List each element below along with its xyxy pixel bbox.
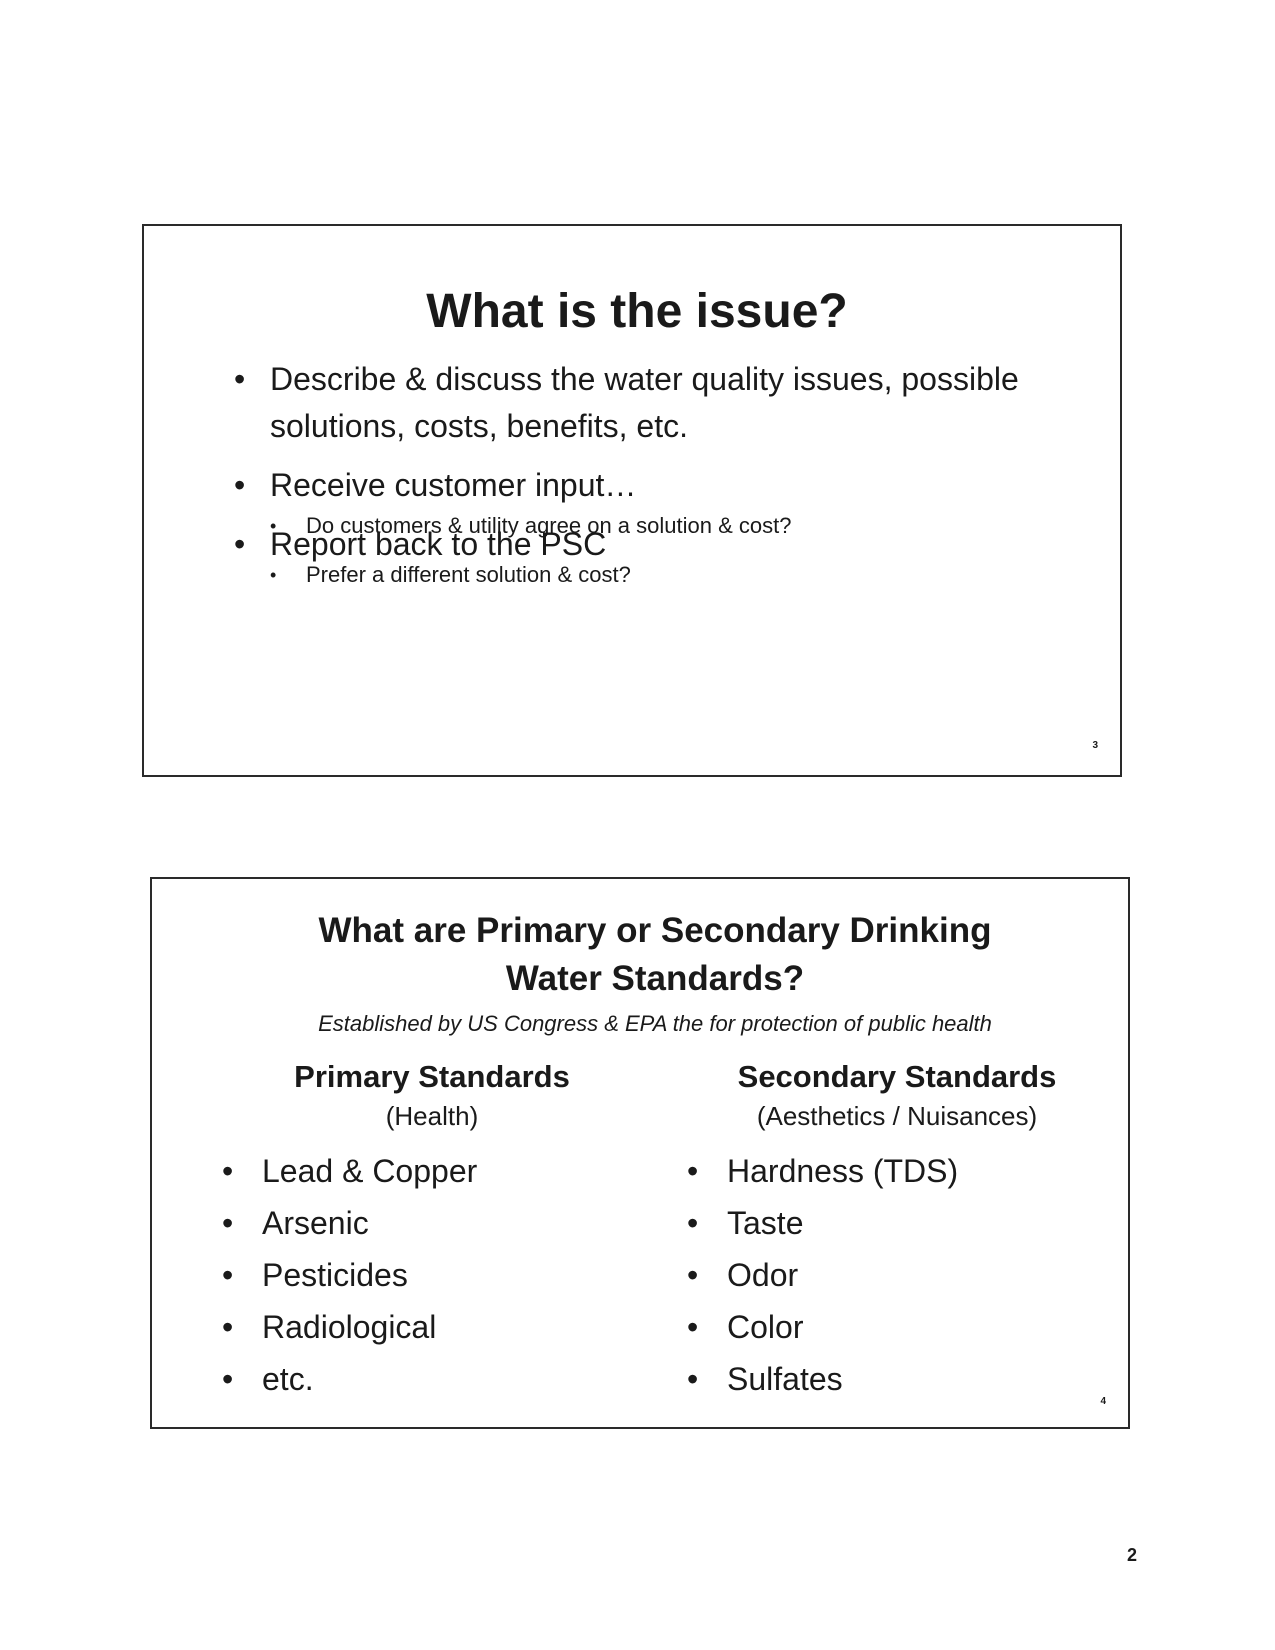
list-item: • Odor (687, 1249, 1107, 1301)
slide-title: What are Primary or Secondary Drinking Water Standards? (318, 911, 992, 998)
column-heading: Primary Standards (294, 1059, 570, 1094)
secondary-standards-column (687, 1057, 1107, 1405)
slide-3 (142, 224, 1122, 777)
list-item: • Arsenic (222, 1197, 642, 1249)
list-item: • Sulfates (687, 1353, 1107, 1405)
slide-title: What is the issue? (426, 285, 848, 338)
list-item: • Radiological (222, 1301, 642, 1353)
sub-list-item: • Do customers & utility agree on a solution & cost? (270, 511, 791, 541)
list-item: • Taste (687, 1197, 1107, 1249)
bullet-list (687, 1145, 1107, 1405)
bullet-list (234, 356, 1034, 587)
list-item: • etc. (222, 1353, 642, 1405)
column-subheading: (Health) (385, 1101, 479, 1131)
column-heading: Secondary Standards (737, 1059, 1057, 1094)
primary-standards-column (222, 1057, 642, 1405)
slide-number: 3 (1092, 740, 1098, 751)
bullet-list (222, 1145, 642, 1405)
list-item: • Hardness (TDS) (687, 1145, 1107, 1197)
list-item-text: Receive customer input… (270, 467, 637, 503)
list-item: • Pesticides (222, 1249, 642, 1301)
slide-subtitle: Established by US Congress & EPA the for protection of public health (318, 1011, 992, 1036)
sub-list-item: • Prefer a different solution & cost? (270, 560, 791, 590)
page-number: 2 (1126, 1545, 1137, 1565)
list-item: • Lead & Copper (222, 1145, 642, 1197)
column-subheading: (Aesthetics / Nuisances) (756, 1101, 1038, 1131)
slide-number: 4 (1100, 1396, 1106, 1407)
list-item: • Describe & discuss the water quality issues, possible solutions, costs, benefits, etc. (234, 356, 1034, 450)
slide-4 (150, 877, 1130, 1429)
list-item: • Report back to the PSC (234, 521, 1034, 568)
list-item: • Color (687, 1301, 1107, 1353)
title-block (182, 907, 1128, 1037)
